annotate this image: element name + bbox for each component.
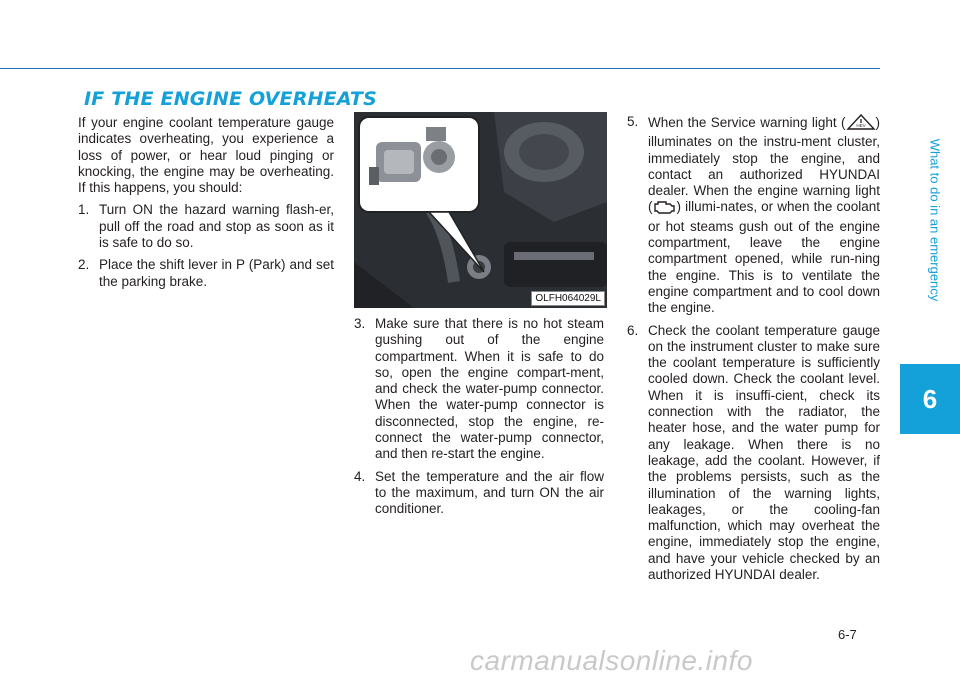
item-number: 3.: [354, 316, 366, 331]
engine-illustration: [354, 112, 607, 308]
side-section-title: What to do in an emergency: [927, 138, 943, 302]
item-text: Place the shift lever in P (Park) and set the parking brake.: [99, 257, 334, 289]
header-rule: [0, 68, 880, 69]
chapter-number: 6: [922, 384, 938, 414]
item-text-part: ) illumi-nates, or when the coolant or hot steams gush out of the engine compartment, leave the engine compartment opened, while run-ning the engine. This is to ventilate the engine compartment and to cool down the engine.: [648, 199, 880, 316]
item-number: 4.: [354, 468, 366, 484]
intro-paragraph: If your engine coolant temperature gauge indicates overheating, you experience a loss of power, or hear loud pinging or knocking, the engine may be overheating. If this happens, you should:: [78, 115, 334, 196]
chapter-tab[interactable]: [900, 364, 960, 434]
figure-code: OLFH064029L: [531, 291, 605, 306]
item-text: Turn ON the hazard warning flash-er, pull off the road and stop as soon as it is safe to do so.: [99, 202, 334, 251]
side-tab: [897, 0, 960, 689]
item-text-part: When the Service warning light (: [648, 115, 846, 130]
list-item: [78, 202, 334, 251]
engine-compartment-figure: [354, 112, 607, 308]
item-text: Set the temperature and the air flow to the maximum, and turn ON the air conditioner.: [375, 468, 604, 517]
list-item: [78, 257, 334, 290]
list-item: [627, 114, 880, 317]
column-left: [78, 115, 334, 290]
list-item: [354, 316, 604, 463]
item-text: Make sure that there is no hot steam gushing out of the engine compartment. When it is safe to do so, open the engine compart-ment, and check the water-pump connector. When the water-pump connector is disconnected, stop the engine, re-connect the water-pump connector, and then re-start the engine.: [375, 316, 604, 462]
svg-text:HEV: HEV: [855, 123, 866, 128]
hev-service-warning-icon: [846, 114, 876, 134]
item-number: 6.: [627, 322, 639, 338]
engine-warning-icon: [653, 200, 677, 218]
item-number: 5.: [627, 114, 639, 129]
list-item: [354, 469, 604, 518]
item-text-part: ) illuminates on the instru-ment cluster, immediately stop the engine, and contact an authorized HYUNDAI dealer. When the engine warning light (: [648, 115, 880, 215]
section-heading: IF THE ENGINE OVERHEATS: [84, 88, 377, 110]
list-item: [627, 323, 880, 584]
item-text: Check the coolant temperature gauge on the instrument cluster to make sure the coolant temperature is sufficiently cooled down. Check the coolant level. When it is insuffi-cient, check its connection with the radiator, the heater hose, and the water pump for any leakage. When there is no leakage, add the coolant. However, if the problems persists, such as the illumination of the warning lights, leakages, or the cooling-fan malfunction, which may overheat the engine, immediately stop the engine, and have your vehicle checked by an authorized HYUNDAI dealer.: [648, 322, 880, 583]
item-number: 1.: [78, 202, 90, 218]
column-middle: [354, 316, 604, 518]
column-right: [627, 114, 880, 583]
page-number: 6-7: [838, 627, 857, 642]
watermark: carmanualsonline.info: [470, 645, 753, 676]
item-number: 2.: [78, 257, 90, 273]
